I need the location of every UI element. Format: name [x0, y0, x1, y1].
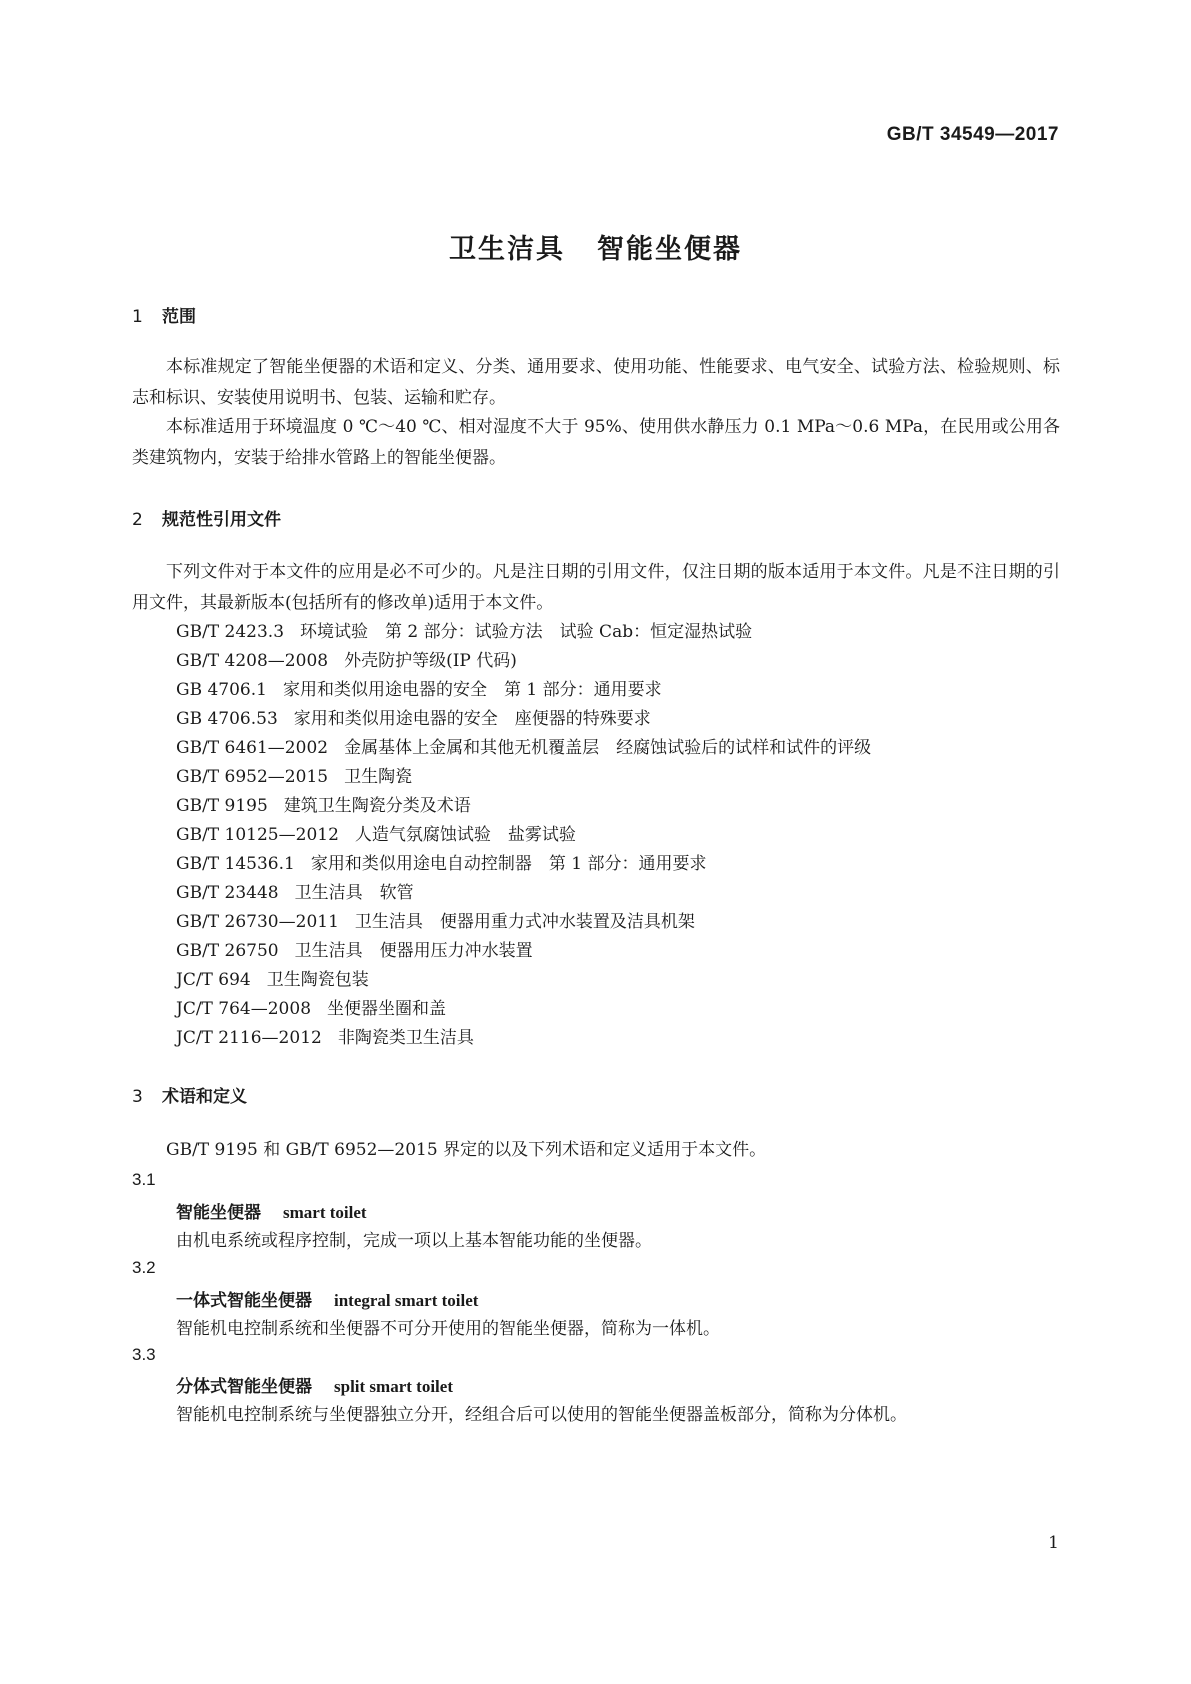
reference-item: [176, 704, 651, 735]
term-definition: 由机电系统或程序控制，完成一项以上基本智能功能的坐便器。: [176, 1231, 652, 1251]
reference-title: 环境试验 第 2 部分：试验方法 试验 Cab：恒定湿热试验: [300, 622, 753, 642]
term-chinese: 分体式智能坐便器: [176, 1377, 312, 1397]
reference-item: [176, 965, 369, 996]
term-entry: [176, 1286, 478, 1311]
term-english: split smart toilet: [334, 1377, 453, 1396]
reference-item: [176, 762, 412, 793]
term-chinese: 一体式智能坐便器: [176, 1291, 312, 1311]
reference-item: [176, 675, 662, 706]
reference-code: GB/T 2423.3: [176, 622, 285, 642]
reference-code: GB 4706.1: [176, 680, 267, 700]
reference-code: JC/T 764—2008: [176, 999, 312, 1019]
term-number: 3.2: [132, 1258, 156, 1277]
term-entry: [176, 1198, 367, 1223]
term-number: 3.1: [132, 1170, 156, 1189]
section-1-heading: [132, 302, 196, 327]
section-1-paragraph-1: 本标准规定了智能坐便器的术语和定义、分类、通用要求、使用功能、性能要求、电气安全、试验方法、检验规则、标志和标识、安装使用说明书、包装、运输和贮存。: [132, 357, 1060, 408]
section-number: 3: [132, 1087, 143, 1107]
section-title: 规范性引用文件: [162, 510, 281, 530]
reference-code: JC/T 2116—2012: [176, 1028, 322, 1048]
section-number: 1: [132, 307, 143, 327]
reference-item: [176, 733, 871, 764]
section-3-heading: [132, 1082, 247, 1107]
reference-title: 外壳防护等级(IP 代码): [344, 651, 517, 671]
reference-title: 卫生洁具 便器用重力式冲水装置及洁具机架: [354, 912, 695, 932]
page-number: 1: [1048, 1533, 1059, 1553]
reference-title: 卫生洁具 便器用压力冲水装置: [294, 941, 533, 961]
reference-item: [176, 646, 517, 677]
reference-item: [176, 994, 446, 1025]
reference-title: 卫生洁具 软管: [294, 883, 414, 903]
reference-code: GB/T 26730—2011: [176, 912, 339, 932]
reference-item: [176, 936, 533, 967]
reference-title: 家用和类似用途电器的安全 座便器的特殊要求: [293, 709, 651, 729]
reference-code: GB/T 23448: [176, 883, 279, 903]
reference-item: [176, 617, 752, 648]
term-definition: 智能机电控制系统与坐便器独立分开，经组合后可以使用的智能坐便器盖板部分，简称为分体机。: [176, 1405, 907, 1425]
section-2-intro: 下列文件对于本文件的应用是必不可少的。凡是注日期的引用文件，仅注日期的版本适用于本文件。凡是不注日期的引用文件，其最新版本(包括所有的修改单)适用于本文件。: [132, 562, 1060, 613]
reference-code: GB 4706.53: [176, 709, 278, 729]
term-english: integral smart toilet: [334, 1291, 479, 1310]
reference-code: JC/T 694: [176, 970, 251, 990]
section-number: 2: [132, 510, 143, 530]
section-3-intro: GB/T 9195 和 GB/T 6952—2015 界定的以及下列术语和定义适用于本文件。: [166, 1140, 767, 1160]
term-entry: [176, 1372, 453, 1397]
reference-item: [176, 1023, 474, 1054]
section-title: 范围: [162, 307, 196, 327]
reference-title: 建筑卫生陶瓷分类及术语: [283, 796, 471, 816]
reference-title: 卫生陶瓷包装: [266, 970, 369, 990]
standard-number: GB/T 34549—2017: [886, 124, 1059, 145]
term-number: 3.3: [132, 1345, 156, 1364]
reference-code: GB/T 26750: [176, 941, 279, 961]
reference-code: GB/T 10125—2012: [176, 825, 339, 845]
reference-item: [176, 849, 706, 880]
reference-title: 金属基体上金属和其他无机覆盖层 经腐蚀试验后的试样和试件的评级: [344, 738, 872, 758]
reference-item: [176, 820, 576, 851]
reference-item: [176, 878, 414, 909]
term-definition: 智能机电控制系统和坐便器不可分开使用的智能坐便器，简称为一体机。: [176, 1319, 720, 1339]
reference-title: 人造气氛腐蚀试验 盐雾试验: [354, 825, 576, 845]
reference-title: 家用和类似用途电自动控制器 第 1 部分：通用要求: [310, 854, 707, 874]
section-title: 术语和定义: [162, 1087, 247, 1107]
reference-code: GB/T 4208—2008: [176, 651, 329, 671]
reference-code: GB/T 6461—2002: [176, 738, 329, 758]
reference-code: GB/T 14536.1: [176, 854, 295, 874]
title-part-1: 卫生洁具: [449, 234, 565, 265]
section-2-heading: [132, 505, 281, 530]
reference-title: 非陶瓷类卫生洁具: [337, 1028, 474, 1048]
reference-code: GB/T 6952—2015: [176, 767, 329, 787]
section-1-paragraph-2: 本标准适用于环境温度 0 ℃～40 ℃、相对湿度不大于 95%、使用供水静压力 0.1 MPa～0.6 MPa，在民用或公用各类建筑物内，安装于给排水管路上的智能坐便器。: [132, 417, 1060, 468]
term-chinese: 智能坐便器: [176, 1203, 261, 1223]
reference-item: [176, 907, 695, 938]
reference-code: GB/T 9195: [176, 796, 268, 816]
title-part-2: 智能坐便器: [597, 234, 742, 265]
term-english: smart toilet: [283, 1203, 367, 1222]
reference-title: 家用和类似用途电器的安全 第 1 部分：通用要求: [282, 680, 662, 700]
document-title: [0, 227, 1191, 266]
reference-title: 坐便器坐圈和盖: [327, 999, 447, 1019]
reference-title: 卫生陶瓷: [344, 767, 413, 787]
reference-item: [176, 791, 471, 822]
